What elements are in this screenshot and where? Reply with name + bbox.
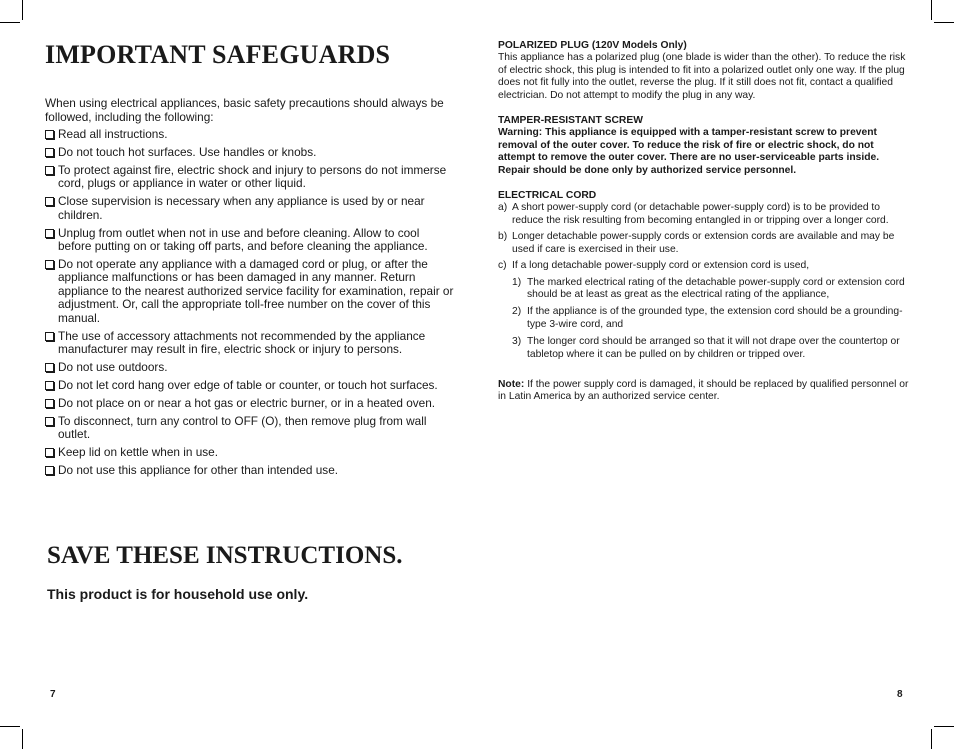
cord-subitem-label: 3) bbox=[512, 336, 522, 348]
left-page bbox=[45, 40, 455, 482]
cord-item-text: A short power-supply cord (or detachable power-supply cord) is to be provided to reduce the risk resulting from becoming entangled in or tripping over a longer cord. bbox=[512, 202, 889, 226]
safeguard-item bbox=[45, 128, 455, 142]
cord-item-text: If a long detachable power-supply cord or extension cord is used, bbox=[512, 260, 810, 272]
checkbox-icon bbox=[45, 332, 54, 341]
safeguard-list bbox=[45, 128, 455, 478]
cord-subitem-text: The marked electrical rating of the detachable power-supply cord or extension cord should be at least as great as the electrical rating of the appliance, bbox=[527, 276, 905, 300]
intro-text: When using electrical appliances, basic safety precautions should always be followed, including the following: bbox=[45, 96, 444, 124]
crop-mark-bottom-left-v bbox=[22, 729, 23, 749]
cord-subitem-text: If the appliance is of the grounded type, the extension cord should be a grounding-type 3-wire cord, and bbox=[527, 306, 903, 330]
checkbox-icon bbox=[45, 260, 54, 269]
note-label: Note: bbox=[498, 378, 525, 390]
safeguard-item bbox=[45, 227, 455, 254]
right-page bbox=[498, 40, 910, 404]
safeguard-text: Do not touch hot surfaces. Use handles or knobs. bbox=[58, 144, 317, 159]
cord-subitem-1 bbox=[512, 277, 910, 302]
safeguard-text: Do not let cord hang over edge of table or counter, or touch hot surfaces. bbox=[58, 378, 438, 393]
crop-mark-bottom-right-h bbox=[934, 726, 954, 727]
cord-item-c bbox=[498, 260, 910, 272]
crop-mark-top-right-v bbox=[931, 0, 932, 20]
safeguard-text: To disconnect, turn any control to OFF (O), then remove plug from wall outlet. bbox=[58, 413, 427, 442]
checkbox-icon bbox=[45, 229, 54, 238]
safeguard-item bbox=[45, 258, 455, 326]
checkbox-icon bbox=[45, 417, 54, 426]
cord-subitem-label: 1) bbox=[512, 276, 522, 288]
tamper-screw-heading: TAMPER-RESISTANT SCREW bbox=[498, 115, 643, 127]
safeguard-text: Do not place on or near a hot gas or electric burner, or in a heated oven. bbox=[58, 396, 436, 411]
safeguard-text: Do not use outdoors. bbox=[58, 360, 168, 375]
safeguard-text: The use of accessory attachments not recommended by the appliance manufacturer may result in fire, electric shock or injury to persons. bbox=[58, 328, 426, 357]
cord-subitem-label: 2) bbox=[512, 306, 522, 318]
polarized-plug-heading: POLARIZED PLUG (120V Models Only) bbox=[498, 40, 687, 51]
safeguard-item bbox=[45, 446, 455, 460]
safeguard-item bbox=[45, 379, 455, 393]
crop-mark-top-left-h bbox=[0, 22, 20, 23]
page-number-left: 7 bbox=[50, 689, 56, 700]
note-text: If the power supply cord is damaged, it should be replaced by qualified personnel or in Latin America by an authorized service center. bbox=[498, 378, 909, 403]
checkbox-icon bbox=[45, 466, 54, 475]
cord-subitem-2 bbox=[512, 306, 910, 331]
checkbox-icon bbox=[45, 363, 54, 372]
household-use-notice: This product is for household use only. bbox=[47, 586, 309, 602]
page-number-right: 8 bbox=[897, 689, 903, 700]
safeguard-item bbox=[45, 415, 455, 442]
cord-subitem-3 bbox=[512, 336, 910, 361]
safeguard-text: Unplug from outlet when not in use and before cleaning. Allow to cool before putting on or taking off parts, and before cleaning the appliance. bbox=[58, 225, 428, 254]
safeguard-item bbox=[45, 397, 455, 411]
safeguard-item bbox=[45, 330, 455, 357]
checkbox-icon bbox=[45, 381, 54, 390]
safeguard-item bbox=[45, 361, 455, 375]
safeguard-text: Close supervision is necessary when any appliance is used by or near children. bbox=[58, 194, 425, 222]
crop-mark-top-left-v bbox=[22, 0, 23, 20]
crop-mark-top-right-h bbox=[934, 22, 954, 23]
safeguard-item bbox=[45, 164, 455, 191]
checkbox-icon bbox=[45, 148, 54, 157]
crop-mark-bottom-left-h bbox=[0, 726, 20, 727]
cord-item-a bbox=[498, 202, 910, 227]
page-title: IMPORTANT SAFEGUARDS bbox=[45, 40, 391, 69]
checkbox-icon bbox=[45, 448, 54, 457]
safeguard-text: To protect against fire, electric shock and injury to persons do not immerse cord, plugs or appliance in water or other liquid. bbox=[58, 162, 447, 191]
checkbox-icon bbox=[45, 130, 54, 139]
cord-item-text: Longer detachable power-supply cords or extension cords are available and may be used if care is exercised in their use. bbox=[512, 231, 895, 255]
safeguard-item bbox=[45, 146, 455, 160]
polarized-plug-text: This appliance has a polarized plug (one blade is wider than the other). To reduce the risk of electric shock, this plug is intended to fit into a polarized outlet only one way. If the plug does not fit fully into the outlet, reverse the plug. If it still does not fit, contact a qualified electrician. Do not attempt to modify the plug in any way. bbox=[498, 52, 906, 101]
cord-item-label: b) bbox=[498, 231, 508, 243]
safeguard-text: Read all instructions. bbox=[58, 127, 168, 141]
safeguard-text: Do not operate any appliance with a damaged cord or plug, or after the appliance malfunctions or has been damaged in any manner. Return appliance to the nearest authorized service facility for examination, repair or adjustment. Or, call the appropriate toll-free number on the cover of this manual. bbox=[58, 256, 454, 325]
tamper-screw-warning: Warning: This appliance is equipped with a tamper-resistant screw to prevent removal of the outer cover. To reduce the risk of fire or electric shock, do not attempt to remove the outer cover. There are no user-serviceable parts inside. Repair should be done only by authorized service personnel. bbox=[498, 127, 880, 176]
electrical-cord-heading: ELECTRICAL CORD bbox=[498, 190, 597, 202]
checkbox-icon bbox=[45, 399, 54, 408]
safeguard-text: Do not use this appliance for other than intended use. bbox=[58, 463, 339, 478]
safeguard-item bbox=[45, 464, 455, 478]
crop-mark-bottom-right-v bbox=[931, 729, 932, 749]
safeguard-text: Keep lid on kettle when in use. bbox=[58, 445, 219, 460]
save-instructions-heading: SAVE THESE INSTRUCTIONS. bbox=[47, 542, 403, 569]
checkbox-icon bbox=[45, 197, 54, 206]
checkbox-icon bbox=[45, 166, 54, 175]
cord-subitem-text: The longer cord should be arranged so that it will not drape over the countertop or tabletop where it can be pulled on by children or tripped over. bbox=[527, 336, 900, 360]
cord-item-label: c) bbox=[498, 260, 507, 272]
cord-item-label: a) bbox=[498, 202, 508, 214]
safeguard-item bbox=[45, 195, 455, 222]
cord-item-b bbox=[498, 231, 910, 256]
note-paragraph bbox=[498, 379, 910, 404]
